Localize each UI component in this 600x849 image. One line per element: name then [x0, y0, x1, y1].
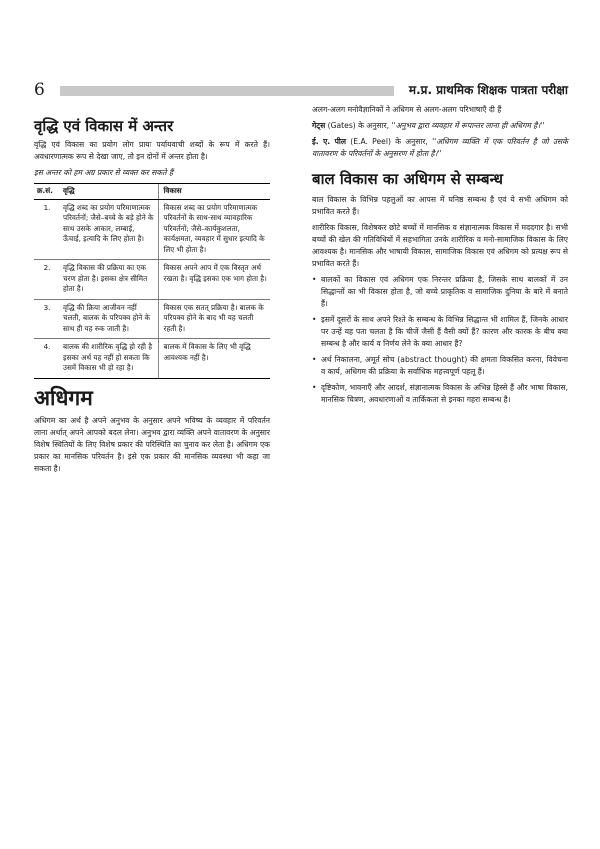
list-item: • बालकों का विकास एवं अधिगम एक निरन्तर प्रक्रिया है, जिसके साथ बालकों में उन सिद्धान्तों का भी विकास होता है, जो बच्चे प्राकृतिक व सामाजिक दुनिया के बारे में बनाते हैं। — [312, 274, 568, 310]
heading-growth-vs-development: वृद्धि एवं विकास में अन्तर — [34, 117, 174, 135]
cell-growth: वृद्धि शब्द का प्रयोग परिमाणात्मक परिवर्तनों; जैसे–बच्चे के बड़े होने के साथ उसके आकार, लम्बाई, ऊँचाई, इत्यादि के लिए होता है। — [60, 199, 158, 260]
header-bar — [60, 86, 394, 96]
cell-development: बालक में विकास के लिए भी वृद्धि आवश्यक नहीं है। — [158, 339, 270, 379]
peel-definition — [312, 136, 568, 160]
header-development: विकास — [158, 184, 270, 200]
list-item: • इसमें दूसरों के साथ अपने रिश्ते के सम्बन्ध के विभिन्न सिद्धान्त भी शामिल हैं, जिनके आधार पर उन्हें यह पता चलता है कि चीजें जैसी हैं वैसी क्यों हैं? कारण और कारक के बीच क्या सम्बन्ध है और कार्य व निर्णय लेने के क्या आधार हैं? — [312, 314, 568, 350]
gates-quote: ''अनुभव द्वारा व्यवहार में रूपान्तर लाना ही अधिगम है।'' — [391, 121, 545, 130]
relation-bullets — [312, 274, 568, 406]
table-row — [34, 260, 270, 300]
header-growth: वृद्धि — [60, 184, 158, 200]
heading-development-learning-relation: बाल विकास का अधिगम से सम्बन्ध — [312, 170, 503, 188]
header-serial: क्र.सं. — [34, 184, 60, 200]
definitions-intro: अलग-अलग मनोवैज्ञानिकों ने अधिगम से अलग-अलग परिभाषाएँ दी हैं — [312, 105, 502, 114]
peel-quote: ''अधिगम व्यक्ति में एक परिवर्तन है जो उसके वातावरण के परिवर्तनों के अनुसरण में होता है।'' — [312, 137, 568, 158]
relation-paragraph-2: शारीरिक विकास, विशेषकर छोटे बच्चों में मानसिक व संज्ञानात्मक विकास में मददगार है। सभी बच्चों की खेल की गतिविधियों में सहभागिता उनके शारीरिक व मनो-सामाजिक विकास के लिए आवश्यक है। मानसिक और भाषायी विकास, सामाजिक विकास एवं अधिगम को प्रत्यक्ष रूप से प्रभावित करते हैं। — [312, 223, 568, 268]
right-column — [312, 104, 568, 410]
heading-adhigam: अधिगम — [34, 385, 93, 410]
running-title: म.प्र. प्राथमिक शिक्षक पात्रता परीक्षा — [408, 83, 568, 97]
cell-development: विकास अपने आप में एक विस्तृत अर्थ रखता है। वृद्धि इसका एक भाग होता है। — [158, 260, 270, 300]
table-header-row — [34, 184, 270, 200]
cell-serial: 4. — [34, 339, 60, 379]
cell-growth: वृद्धि विकास की प्रक्रिया का एक चरण होता है। इसका क्षेत्र सीमित होता है। — [60, 260, 158, 300]
peel-english: (E.A. Peel) के अनुसार, — [346, 137, 433, 146]
gates-english: (Gates) के अनुसार, — [325, 121, 392, 130]
comparison-table — [34, 183, 270, 379]
cell-serial: 3. — [34, 299, 60, 339]
cell-serial: 2. — [34, 260, 60, 300]
left-column — [34, 116, 270, 479]
cell-development: विकास शब्द का प्रयोग परिमाणात्मक परिवर्तनों के साथ-साथ व्यावहारिक परिवर्तनों; जैसे–कार्यकुशलता, कार्यक्षमता, व्यवहार में सुधार इत्यादि के लिए भी होता है। — [158, 199, 270, 260]
list-item: • दृष्टिकोण, भावनाएँ और आदर्श, संज्ञानात्मक विकास के अभिन्न हिस्से हैं और भाषा विकास, मानसिक चित्रण, अवधारणाओं व तार्किकता से इनका गहरा सम्बन्ध है। — [312, 382, 568, 406]
cell-development: विकास एक सतत् प्रक्रिया है। बालक के परिपक्व होने के बाद भी यह चलती रहती है। — [158, 299, 270, 339]
gates-name: गेट्स — [312, 121, 326, 130]
adhigam-paragraph: अधिगम का अर्थ है अपने अनुभव के अनुसार अपने भविष्य के व्यवहार में परिवर्तन लाना अर्थात् अपने आपको बदल लेना। अनुभव द्वारा व्यक्ति अपने वातावरण के अनुसार विशेष स्थितियों के लिए विशेष प्रकार की परिस्थिति का चुनाव कर लेता है। अधिगम एक प्रकार का मानसिक परिवर्तन है। इसे एक प्रकार की मानसिक व्यवस्था भी कहा जा सकता है। — [34, 415, 270, 473]
gates-definition — [312, 120, 568, 132]
table-row — [34, 299, 270, 339]
cell-growth: बालक की शारीरिक वृद्धि हो रही है इसका अर्थ यह नहीं हो सकता कि उसमें विकास भी हो रहा है। — [60, 339, 158, 379]
page-header — [34, 80, 568, 102]
relation-paragraph-1: बाल विकास के विभिन्न पहलुओं का आपस में घनिष्ठ सम्बन्ध है एवं ये सभी अधिगम को प्रभावित करते हैं। — [312, 195, 568, 216]
table-intro: इस अन्तर को हम अग्र प्रकार से व्यक्त कर सकते हैं — [34, 168, 174, 177]
cell-serial: 1. — [34, 199, 60, 260]
peel-name: ई. ए. पील — [312, 137, 347, 146]
table-row — [34, 339, 270, 379]
cell-growth: वृद्धि की क्रिया आजीवन नहीं चलती, बालक के परिपक्व होने के साथ ही यह रुक जाती है। — [60, 299, 158, 339]
page-number: 6 — [34, 80, 45, 100]
list-item: • अर्थ निकालना, अमूर्त सोच (abstract thought) की क्षमता विकसित करना, विवेचना व कार्य, अधिगम की प्रक्रिया के सर्वाधिक महत्त्वपूर्ण पहलू हैं। — [312, 354, 568, 378]
intro-paragraph: वृद्धि एवं विकास का प्रयोग लोग प्रायः पर्यायवाची शब्दों के रूप में करते हैं। अवधारणात्मक रूप से देखा जाए, तो इन दोनों में अन्तर होता है। — [34, 140, 270, 161]
table-row — [34, 199, 270, 260]
